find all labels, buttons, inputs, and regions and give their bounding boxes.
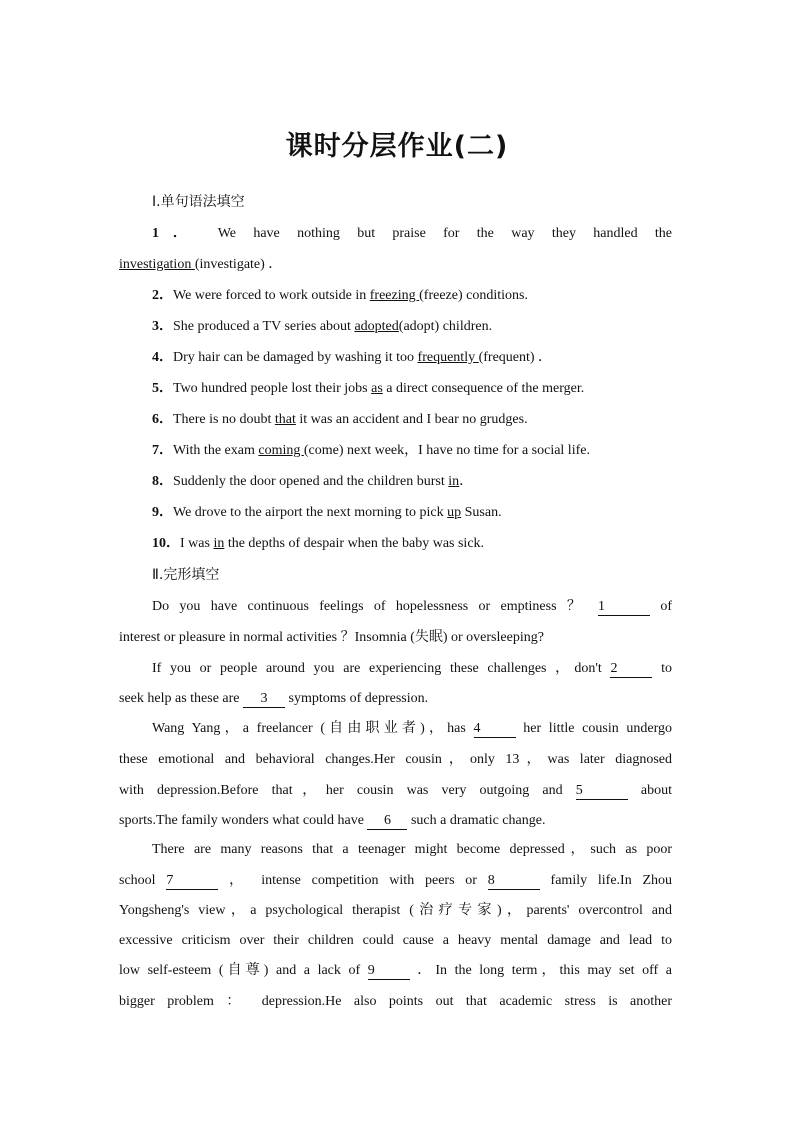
cloze-text: Do you have continuous feelings of hopelessness or emptiness ？ [152,599,588,614]
question-text: I was [180,536,214,551]
cloze-text: to [661,661,673,676]
cloze-text: such a dramatic change. [407,813,546,828]
page-title: 课时分层作业(二) [285,131,509,162]
question-text: (investigate) ． [194,257,283,272]
cloze-p2-line-1 [152,660,672,678]
cloze-blank-4: 4 [474,721,516,738]
cloze-p4-line-1: There are many reasons that a teenager might become depressed，such as poor [152,842,672,857]
cloze-blank-9: 9 [368,963,410,980]
cloze-blank-5: 5 [576,783,628,800]
cloze-text: family life.In Zhou [550,873,673,888]
question-number: 6． [152,412,173,427]
answer: up [447,505,462,520]
question-number: 8． [152,474,173,489]
question-number: 3． [152,319,173,334]
question-text: We were forced to work outside in [173,288,370,303]
question-1-line-1 [152,225,672,243]
question-8 [152,473,672,491]
answer: frequently [417,350,479,365]
answer: freezing [369,288,420,303]
cloze-p4-line-3: Yongsheng's view，a psychological therapist (治疗专家)，parents' overcontrol and [119,903,672,918]
cloze-p3-line-4 [119,812,672,830]
cloze-p4-line-4: excessive criticism over their children could cause a heavy mental damage and lead to [119,933,672,948]
cloze-p4-line-6: bigger problem ： depression.He also points out that academic stress is another [119,994,672,1009]
question-6 [152,411,672,429]
cloze-blank-6: 6 [367,813,407,830]
cloze-text: ， intense competition with peers or [229,873,488,888]
question-5 [152,380,672,398]
question-text: With the exam [173,443,259,458]
cloze-text: sports.The family wonders what could have [119,813,368,828]
answer: investigation [119,257,195,272]
question-text: (frequent) ． [478,350,553,365]
question-text: She produced a TV series about [173,319,355,334]
question-text: Suddenly the door opened and the children burst [173,474,449,489]
cloze-text: Wang Yang，a freelancer (自由职业者)，has [152,721,474,736]
cloze-text: her little cousin undergo [523,721,673,736]
question-number: 2． [152,288,173,303]
question-text: (freeze) conditions. [419,288,528,303]
question-number: 1． [152,226,201,241]
question-1-line-2 [119,256,672,274]
answer: as [371,381,383,396]
question-text: ． [459,474,474,489]
cloze-p1-line-2: interest or pleasure in normal activities ？Insomnia (失眠) or oversleeping? [119,630,544,645]
section-heading-grammar: Ⅰ.单句语法填空 [152,194,245,210]
question-text: There is no doubt [173,412,275,427]
question-text: (adopt) children. [398,319,493,334]
cloze-blank-2: 2 [610,661,652,678]
question-text: (come) next week，I have no time for a social life. [303,443,590,458]
question-3 [152,318,672,336]
answer: in [213,536,225,551]
question-text: Dry hair can be damaged by washing it too [173,350,418,365]
cloze-blank-3: 3 [243,691,285,708]
cloze-text: seek help as these are [119,691,243,706]
question-text: We drove to the airport the next morning to pick [173,505,448,520]
cloze-blank-8: 8 [488,873,540,890]
cloze-text: about [640,783,673,798]
answer: in [448,474,460,489]
cloze-text: school [119,873,167,888]
cloze-p1-line-1 [152,598,672,616]
cloze-text: symptoms of depression. [285,691,429,706]
cloze-p3-line-2: these emotional and behavioral changes.Her cousin，only 13，was later diagnosed [119,752,672,767]
question-text: Two hundred people lost their jobs [173,381,372,396]
question-text: the depths of despair when the baby was sick. [224,536,485,551]
cloze-text: low self-esteem (自尊) and a lack of [119,963,368,978]
question-number: 9． [152,505,173,520]
question-text: it was an accident and I bear no grudges. [295,412,528,427]
cloze-p4-line-5 [119,962,672,980]
question-number: 7． [152,443,173,458]
cloze-text: with depression.Before that，her cousin was very outgoing and [119,783,576,798]
cloze-text: If you or people around you are experiencing these challenges ，don't [152,661,611,676]
question-number: 10． [152,536,180,551]
question-text: a direct consequence of the merger. [382,381,585,396]
cloze-text: of [660,599,672,614]
answer: that [274,412,296,427]
cloze-blank-7: 7 [166,873,218,890]
question-10 [152,535,672,553]
cloze-p3-line-1 [152,720,672,738]
question-2 [152,287,672,305]
question-number: 4． [152,350,173,365]
section-heading-cloze: Ⅱ.完形填空 [152,567,220,583]
question-7 [152,442,672,460]
cloze-text: ．In the long term，this may set off a [417,963,673,978]
answer: adopted [354,319,399,334]
question-text: Susan. [461,505,502,520]
cloze-p3-line-3 [119,782,672,800]
answer: coming [258,443,304,458]
cloze-p2-line-2 [119,690,672,708]
question-number: 5． [152,381,173,396]
cloze-p4-line-2 [119,872,672,890]
cloze-blank-1: 1 [598,599,650,616]
question-4 [152,349,672,367]
question-9 [152,504,672,522]
question-text: We have nothing but praise for the way they handled the [217,226,673,241]
